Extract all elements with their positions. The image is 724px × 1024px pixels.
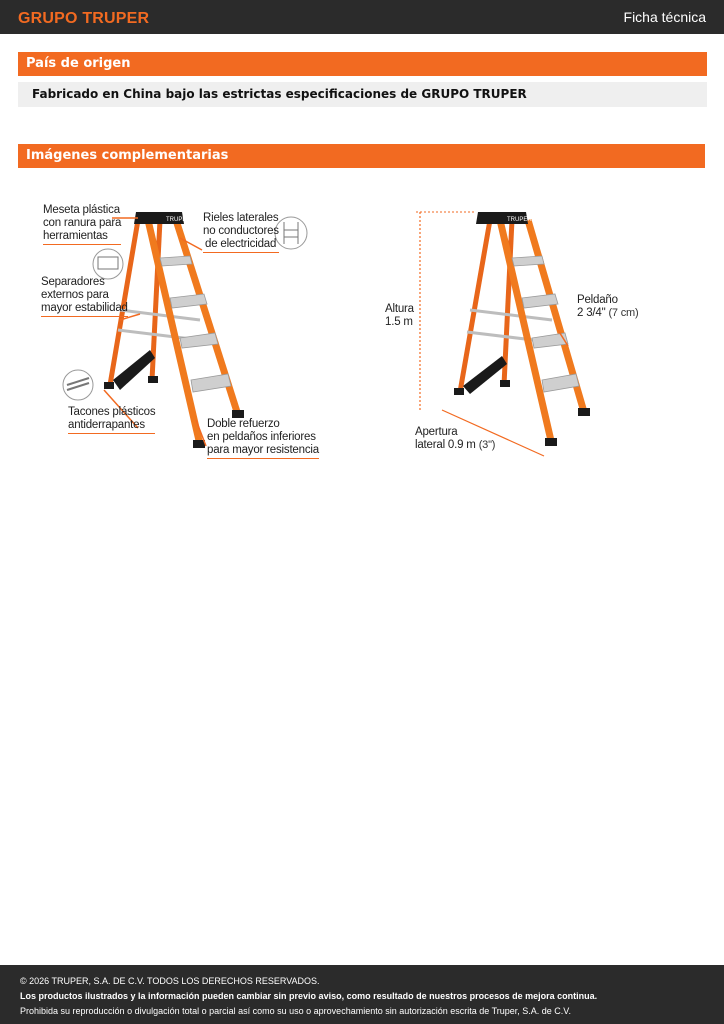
top-bar xyxy=(0,0,724,34)
dimension-altura: Altura 1.5 m xyxy=(385,303,414,328)
brand-logo: GRUPO TRUPER xyxy=(18,10,150,27)
feature-rieles: Rieles laterales no conductores de electricidad xyxy=(203,212,279,253)
footer-legal: Prohibida su reproducción o divulgación total o parcial así como su uso o aprovechamiento sin autorización escrita de Truper, S.A. de C.V. xyxy=(20,1006,571,1016)
feature-separadores: Separadores externos para mayor estabilidad xyxy=(41,276,128,317)
feature-refuerzo: Doble refuerzo en peldaños inferiores para mayor resistencia xyxy=(207,418,319,459)
foot-pad xyxy=(148,376,158,383)
document-type: Ficha técnica xyxy=(623,9,706,25)
foot-pad xyxy=(104,382,114,389)
ladder-step xyxy=(160,256,192,266)
footer xyxy=(0,965,724,1024)
ladder-brand-label: TRUPER xyxy=(507,217,532,223)
feature-meseta: Meseta plástica con ranura para herramientas xyxy=(43,204,121,245)
separator-bar xyxy=(120,310,200,320)
dimension-peldano: Peldaño 2 3/4" (7 cm) xyxy=(577,294,639,319)
foot-pad xyxy=(232,410,244,418)
ladder-step xyxy=(191,374,231,392)
ladder-step xyxy=(180,333,218,348)
origin-text: Fabricado en China bajo las estrictas especificaciones de GRUPO TRUPER xyxy=(18,82,707,107)
rail-detail-icon xyxy=(275,217,307,249)
feature-tacones: Tacones plásticos antiderrapantes xyxy=(68,406,155,434)
origin-section-header: País de origen xyxy=(18,52,707,76)
spreader-brace-left xyxy=(113,350,155,390)
images-section-header: Imágenes complementarias xyxy=(18,144,705,168)
footer-notice: Los productos ilustrados y la información pueden cambiar sin previo aviso, como resultado de nuestros procesos de mejora continua. xyxy=(20,991,598,1001)
footer-copyright: © 2026 TRUPER, S.A. DE C.V. TODOS LOS DERECHOS RESERVADOS. xyxy=(20,976,320,986)
foot-pad xyxy=(193,440,205,448)
dimension-apertura: Apertura lateral 0.9 m (3") xyxy=(415,426,496,451)
ladder-brand-label: TRUPER xyxy=(166,217,191,223)
